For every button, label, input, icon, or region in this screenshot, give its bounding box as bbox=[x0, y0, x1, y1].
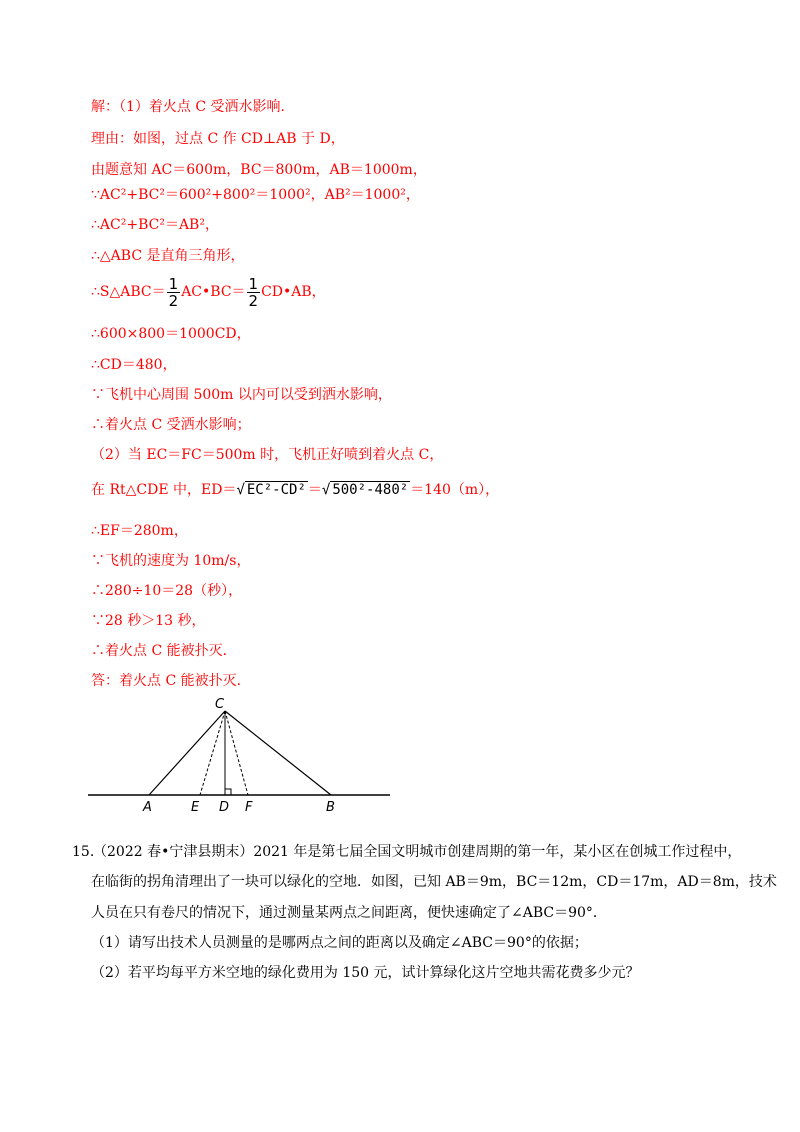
fraction-denominator-2: 2 bbox=[248, 291, 259, 310]
solution-line-18: ∴着火点 C 能被扑灭． bbox=[91, 643, 237, 659]
equals-sign: ＝ bbox=[307, 482, 322, 498]
question-line-1: （2022 春•宁津县期末）2021 年是第七届全国文明城市创建周期的第一年，某小区在创城工作过程中， bbox=[93, 844, 742, 860]
question-number: 15. bbox=[72, 844, 95, 860]
right-angle-mark bbox=[225, 789, 231, 795]
sqrt-numbers: √ 500²-480² bbox=[321, 482, 409, 498]
ed-expression-start: 在 Rt△CDE 中，ED＝ bbox=[91, 482, 237, 498]
solution-line-8: ∴600×800＝1000CD， bbox=[91, 326, 251, 342]
solution-line-11: ∴着火点 C 受洒水影响； bbox=[91, 417, 251, 433]
fraction-denominator: 2 bbox=[168, 291, 179, 310]
solution-line-2: 理由：如图，过点 C 作 CD⊥AB 于 D， bbox=[91, 131, 345, 147]
segment-cf bbox=[225, 711, 248, 795]
solution-line-3: 由题意知 AC＝600m，BC＝800m，AB＝1000m， bbox=[91, 162, 427, 178]
solution-line-16: ∴280÷10＝28（秒）， bbox=[91, 583, 243, 599]
solution-line-10: ∵飞机中心周围 500m 以内可以受到洒水影响， bbox=[91, 387, 392, 403]
ed-expression-end: ＝140（m）， bbox=[410, 482, 500, 498]
label-e: E bbox=[191, 800, 200, 814]
question-sub-2: （2）若平均每平方米空地的绿化费用为 150 元，试计算绿化这片空地共需花费多少元？ bbox=[91, 965, 640, 981]
triangle-figure bbox=[88, 694, 398, 814]
sqrt-radicand-2: 500²-480² bbox=[332, 482, 409, 498]
solution-line-7 bbox=[91, 272, 326, 312]
solution-line-4: ∵AC²+BC²＝600²+800²＝1000²，AB²＝1000²， bbox=[91, 187, 420, 203]
half-fraction-2 bbox=[247, 276, 261, 309]
solution-line-9: ∴CD＝480， bbox=[91, 357, 177, 373]
question-line-3: 人员在只有卷尺的情况下，通过测量某两点之间距离，便快速确定了∠ABC＝90°． bbox=[91, 905, 607, 921]
label-c: C bbox=[215, 697, 225, 712]
fraction-numerator-2: 1 bbox=[248, 274, 259, 293]
solution-line-15: ∵飞机的速度为 10m/s， bbox=[91, 553, 251, 569]
sqrt-radicand-1: EC²-CD² bbox=[246, 482, 306, 498]
area-expression-end: CD•AB， bbox=[261, 284, 326, 300]
question-sub-1: （1）请写出技术人员测量的是哪两点之间的距离以及确定∠ABC＝90°的依据； bbox=[91, 935, 588, 951]
segment-ce bbox=[200, 711, 225, 795]
sqrt-ec-cd: √ EC²-CD² bbox=[236, 482, 306, 498]
segment-ac bbox=[149, 711, 225, 795]
question-line-2: 在临街的拐角清理出了一块可以绿化的空地．如图，已知 AB＝9m，BC＝12m，CD＝17m，AD＝8m，技术 bbox=[91, 874, 777, 890]
solution-line-1: 解：（1）着火点 C 受洒水影响． bbox=[91, 99, 295, 115]
fraction-numerator: 1 bbox=[168, 274, 179, 293]
area-expression-middle: AC•BC＝ bbox=[181, 284, 246, 300]
label-f: F bbox=[245, 800, 253, 814]
solution-line-12: （2）当 EC＝FC＝500m 时，飞机正好喷到着火点 C， bbox=[91, 447, 444, 463]
solution-line-13 bbox=[91, 476, 499, 504]
label-b: B bbox=[326, 800, 335, 814]
solution-line-5: ∴AC²+BC²＝AB²， bbox=[91, 217, 219, 233]
solution-line-19: 答：着火点 C 能被扑灭． bbox=[91, 673, 251, 689]
segment-bc bbox=[225, 711, 331, 795]
label-a: A bbox=[143, 800, 152, 814]
half-fraction bbox=[167, 276, 181, 309]
area-expression-start: ∴S△ABC＝ bbox=[91, 284, 166, 300]
label-d: D bbox=[219, 800, 230, 814]
solution-line-6: ∴△ABC 是直角三角形， bbox=[91, 248, 245, 264]
solution-line-14: ∴EF＝280m， bbox=[91, 523, 188, 539]
solution-line-17: ∵28 秒＞13 秒， bbox=[91, 613, 206, 629]
